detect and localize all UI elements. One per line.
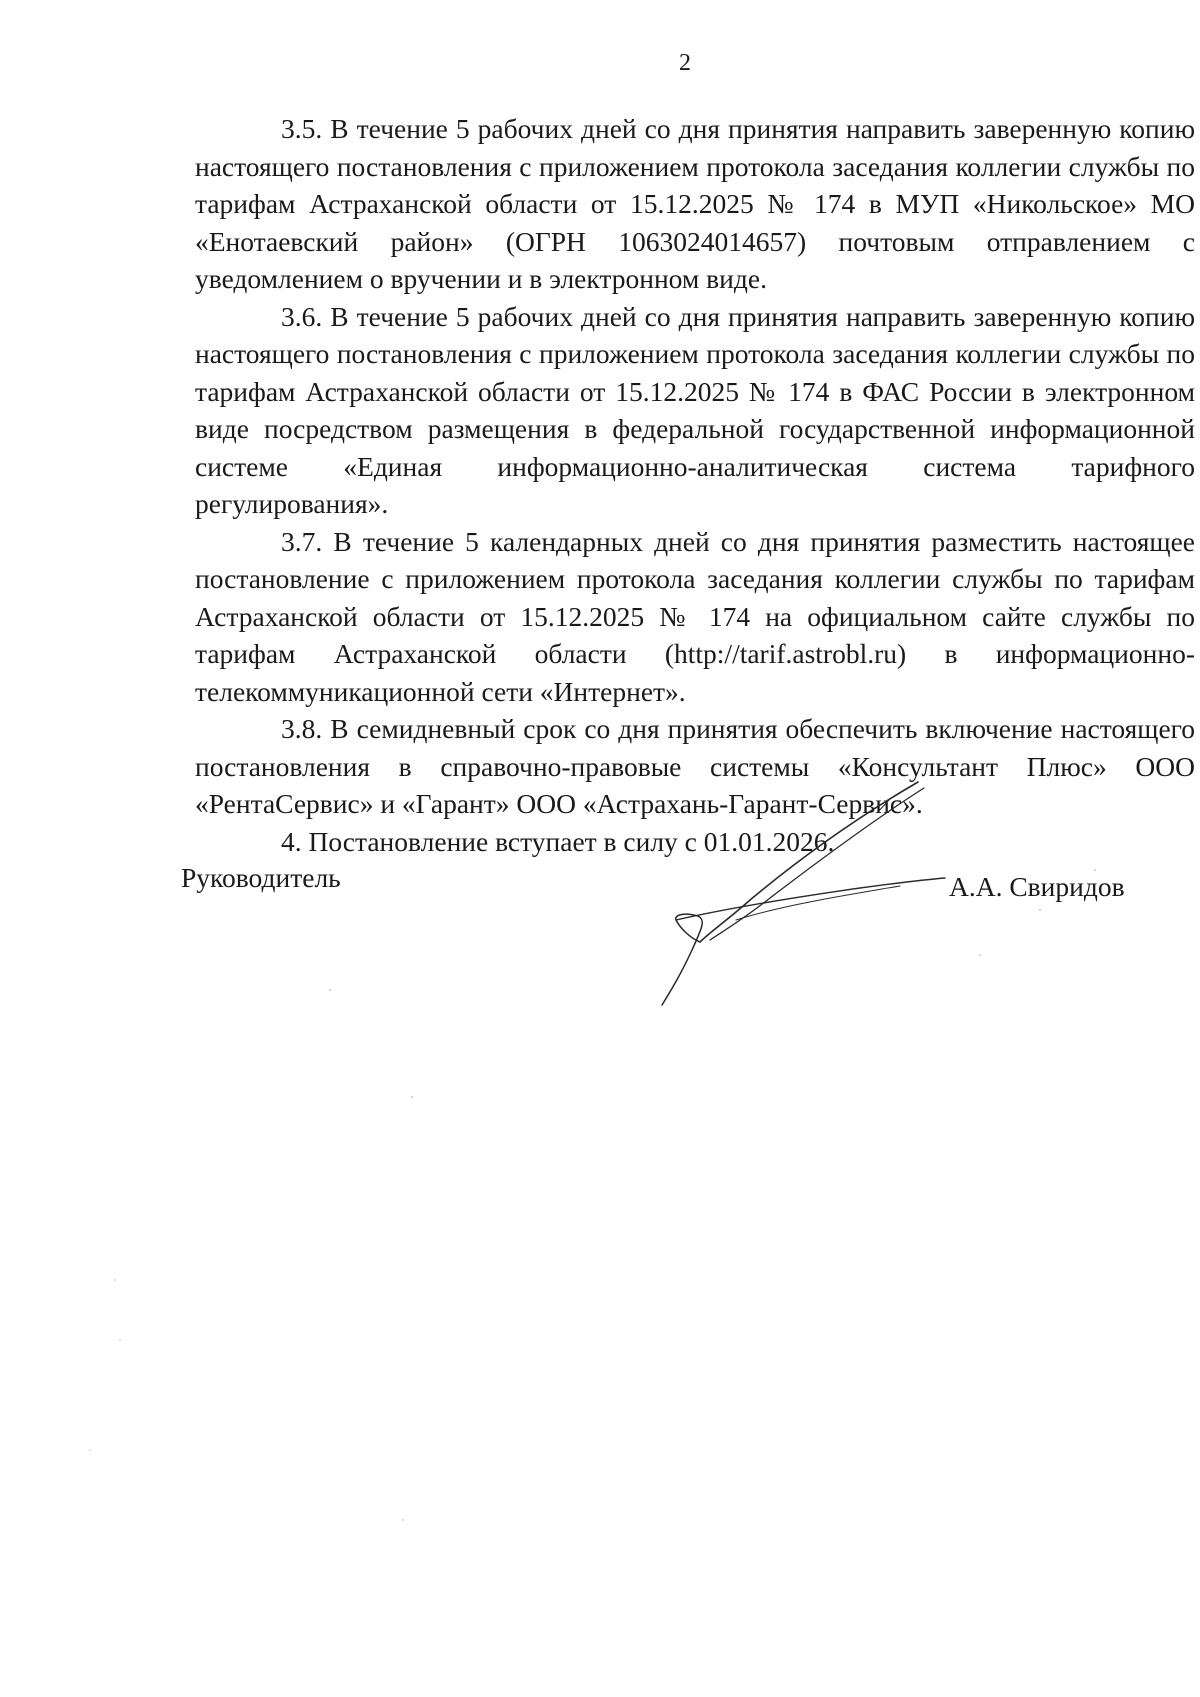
paragraph-3-8: 3.8. В семидневный срок со дня принятия обеспечить включение настоящего постановления в справочно-правовые системы «Консультант Плюс» ООО «РентаСервис» и «Гарант» ООО «Астрахань-Гарант-Сервис». <box>195 713 1195 819</box>
paragraph-3-6: 3.6. В течение 5 рабочих дней со дня принятия направить заверенную копию настоящего постановления с приложением протокола заседания коллегии службы по тарифам Астраханской области от 15.12.2025 № 174 в ФАС России в электронном виде посредством размещения в федеральной государственной информационной системе «Единая информационно-аналитическая система тарифного регулирования». <box>195 300 1195 519</box>
handwritten-signature <box>640 770 960 1010</box>
paragraph-4: 4. Постановление вступает в силу с 01.01.2026. <box>281 825 835 857</box>
document-body <box>195 110 1195 860</box>
paragraph-3-7: 3.7. В течение 5 календарных дней со дня принятия разместить настоящее постановление с приложением протокола заседания коллегии службы по тарифам Астраханской области от 15.12.2025 № 174 на официальном сайте службы по тарифам Астраханской области (http://tarif.astrobl.ru) в информационно-телекоммуникационной сети «Интернет». <box>195 525 1195 707</box>
paragraph-3-5: 3.5. В течение 5 рабочих дней со дня принятия направить заверенную копию настоящего постановления с приложением протокола заседания коллегии службы по тарифам Астраханской области от 15.12.2025 № 174 в МУП «Никольское» МО «Енотаевский район» (ОГРН 1063024014657) почтовым отправлением с уведомлением о вручении и в электронном виде. <box>195 113 1195 294</box>
page-number: 2 <box>679 50 691 76</box>
signer-position: Руководитель <box>181 862 341 893</box>
signer-name: А.А. Свиридов <box>949 871 1125 902</box>
